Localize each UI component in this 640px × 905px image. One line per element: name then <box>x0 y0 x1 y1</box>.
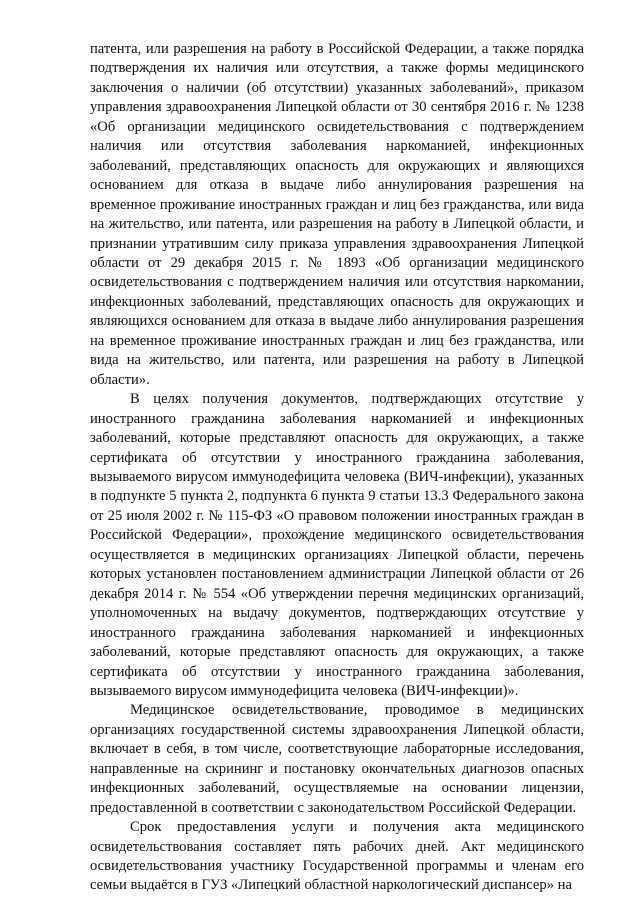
paragraph-term: Срок предоставления услуги и получения акта медицинского освидетельствования составляет пять рабочих дней. Акт медицинского освидетельствования участнику Государственной программы и членам его семьи выдаётся в ГУЗ «Липецкий областной наркологический диспансер» на <box>90 819 584 894</box>
paragraph-purpose: В целях получения документов, подтверждающих отсутствие у иностранного гражданина заболевания наркоманией и инфекционных заболеваний, которые представляют опасность для окружающих, а также сертификата об отсутствии у иностранного гражданина заболевания, вызываемого вирусом иммунодефицита человека (ВИЧ-инфекции), указанных в подпункте 5 пункта 2, подпункта 6 пункта 9 статьи 13.3 Федерального закона от 25 июля 2002 г. № 115-ФЗ «О правовом положении иностранных граждан в Российской Федерации», прохождение медицинского освидетельствования осуществляется в медицинских организациях Липецкой области, перечень которых установлен постановлением администрации Липецкой области от 26 декабря 2014 г. № 554 «Об утверждении перечня медицинских организаций, уполномоченных на выдачу документов, подтверждающих отсутствие у иностранного гражданина заболевания наркоманией и инфекционных заболеваний, которые представляют опасность для окружающих, а также сертификата об отсутствии у иностранного гражданина заболевания, вызываемого вирусом иммунодефицита человека (ВИЧ-инфекции)». <box>90 391 584 699</box>
paragraph-continuation: патента, или разрешения на работу в Российской Федерации, а также порядка подтверждения их наличия или отсутствия, а также формы медицинского заключения о наличии (об отсутствии) указанных заболеваний», приказом управления здравоохранения Липецкой области от 30 сентября 2016 г. № 1238 «Об организации медицинского освидетельствования с подтверждением наличия или отсутствия заболевания наркоманией, инфекционных заболеваний, представляющих опасность для окружающих и являющихся основанием для отказа в выдаче либо аннулирования разрешения на временное проживание иностранных граждан и лиц без гражданства, или вида на жительство, или патента, или разрешения на работу в Липецкой области, и признании утратившим силу приказа управления здравоохранения Липецкой области от 29 декабря 2015 г. № 1893 «Об организации медицинского освидетельствования с подтверждением наличия или отсутствия наркомании, инфекционных заболеваний, представляющих опасность для окружающих и являющихся основанием для отказа в выдаче либо аннулирования разрешения на временное проживание иностранных граждан и лиц без гражданства, или вида на жительство, или патента, или разрешения на работу в Липецкой области». <box>90 41 584 388</box>
paragraph-examination: Медицинское освидетельствование, проводимое в медицинских организациях государственной системы здравоохранения Липецкой области, включает в себя, в том числе, соответствующие лабораторные исследования, направленные на скрининг и постановку окончательных диагнозов опасных инфекционных заболеваний, осуществляемые на основании лицензии, предоставленной в соответствии с законодательством Российской Федерации. <box>90 702 584 816</box>
document-page <box>90 40 584 896</box>
